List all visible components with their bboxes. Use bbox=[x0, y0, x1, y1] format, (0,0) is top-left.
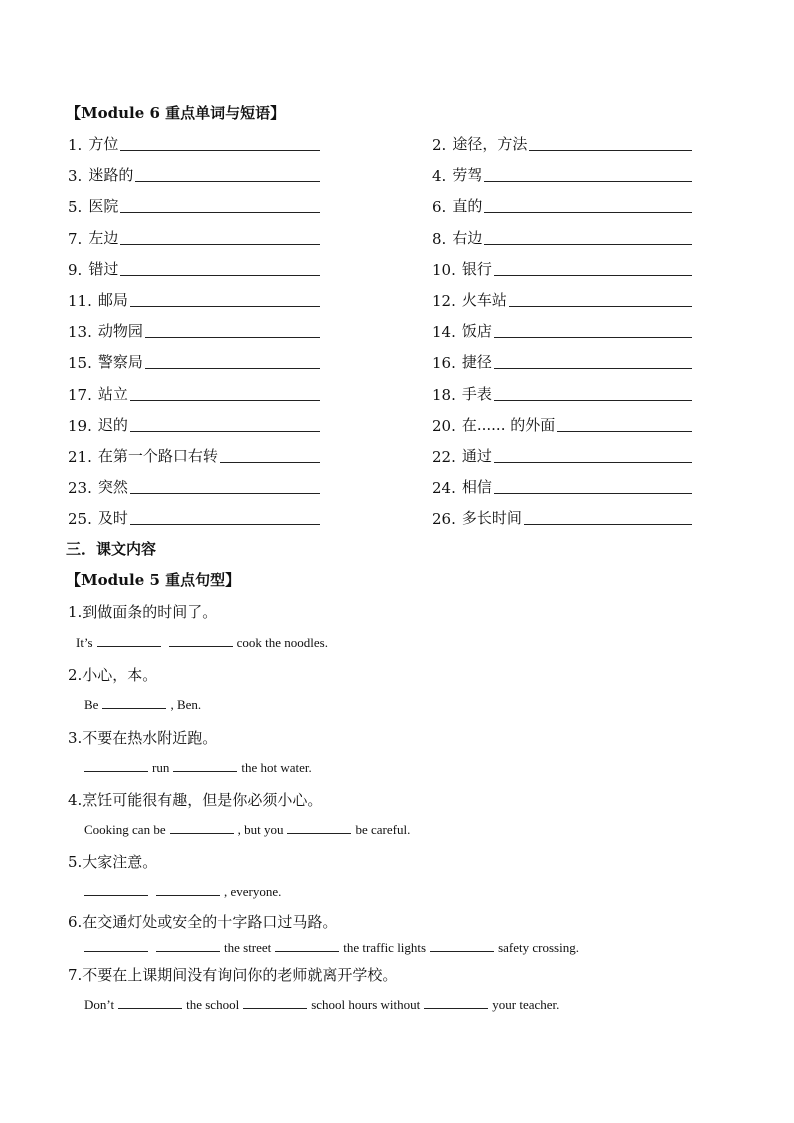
vocab-row bbox=[0, 226, 794, 248]
text-segment: your teacher. bbox=[492, 997, 560, 1012]
answer-blank[interactable] bbox=[120, 243, 320, 245]
vocab-item bbox=[68, 132, 320, 154]
answer-blank[interactable] bbox=[494, 274, 692, 276]
text-segment: safety crossing. bbox=[498, 940, 579, 955]
vocab-row bbox=[0, 194, 794, 216]
answer-blank[interactable] bbox=[120, 149, 320, 151]
vocab-term: 迷路的 bbox=[88, 166, 134, 184]
vocab-number: 8. bbox=[432, 230, 447, 248]
text-segment: , but you bbox=[237, 822, 284, 837]
module5-heading: 【Module 5 重点句型】 bbox=[66, 571, 241, 589]
vocab-row bbox=[0, 413, 794, 435]
vocab-number: 5. bbox=[68, 198, 83, 216]
sentence-cn: 6.在交通灯处或安全的十字路口过马路。 bbox=[68, 913, 338, 931]
text-segment: the school bbox=[186, 997, 240, 1012]
answer-blank[interactable] bbox=[118, 996, 182, 1009]
vocab-row bbox=[0, 257, 794, 279]
answer-blank[interactable] bbox=[97, 634, 161, 647]
vocab-item bbox=[432, 506, 692, 528]
vocab-number: 20. bbox=[432, 417, 456, 435]
text-segment: the street bbox=[224, 940, 272, 955]
vocab-term: 捷径 bbox=[461, 353, 492, 371]
vocab-number: 1. bbox=[68, 136, 83, 154]
answer-blank[interactable] bbox=[156, 883, 220, 896]
vocab-number: 24. bbox=[432, 479, 456, 497]
vocab-term: 警察局 bbox=[97, 353, 143, 371]
sentence-cn: 7.不要在上课期间没有询问你的老师就离开学校。 bbox=[68, 966, 398, 984]
answer-blank[interactable] bbox=[84, 883, 148, 896]
answer-blank[interactable] bbox=[484, 243, 692, 245]
vocab-term: 多长时间 bbox=[461, 509, 522, 527]
vocab-item bbox=[432, 413, 692, 435]
vocab-term: 错过 bbox=[88, 260, 119, 278]
vocab-number: 9. bbox=[68, 261, 83, 279]
answer-blank[interactable] bbox=[494, 367, 692, 369]
text-segment: the hot water. bbox=[241, 760, 312, 775]
vocab-item bbox=[432, 163, 692, 185]
vocab-row bbox=[0, 444, 794, 466]
answer-blank[interactable] bbox=[130, 523, 320, 525]
answer-blank[interactable] bbox=[484, 180, 692, 182]
sentence-cn: 1.到做面条的时间了。 bbox=[68, 603, 218, 621]
answer-blank[interactable] bbox=[275, 939, 339, 952]
answer-blank[interactable] bbox=[494, 461, 692, 463]
text-segment: It’s bbox=[76, 635, 93, 650]
vocab-term: 方位 bbox=[88, 135, 119, 153]
vocab-row bbox=[0, 132, 794, 154]
answer-blank[interactable] bbox=[135, 180, 320, 182]
vocab-term: 饭店 bbox=[461, 322, 492, 340]
vocab-item bbox=[432, 444, 692, 466]
answer-blank[interactable] bbox=[494, 399, 692, 401]
vocab-item bbox=[432, 257, 692, 279]
sentence-en bbox=[84, 821, 410, 838]
text-segment: be careful. bbox=[355, 822, 411, 837]
vocab-term: 站立 bbox=[97, 385, 128, 403]
sentence-en bbox=[84, 759, 312, 776]
sentence-cn: 5.大家注意。 bbox=[68, 853, 158, 871]
vocab-number: 19. bbox=[68, 417, 92, 435]
vocab-row bbox=[0, 350, 794, 372]
answer-blank[interactable] bbox=[494, 492, 692, 494]
vocab-item bbox=[68, 350, 320, 372]
sentence-cn: 3.不要在热水附近跑。 bbox=[68, 729, 218, 747]
vocab-term: 及时 bbox=[97, 509, 128, 527]
sentence-en bbox=[84, 883, 281, 900]
text-segment: Don’t bbox=[84, 997, 115, 1012]
vocab-item bbox=[68, 444, 320, 466]
vocab-item bbox=[68, 475, 320, 497]
vocab-term: 迟的 bbox=[97, 416, 128, 434]
answer-blank[interactable] bbox=[120, 211, 320, 213]
vocab-term: 相信 bbox=[461, 478, 492, 496]
vocab-item bbox=[432, 475, 692, 497]
text-segment: cook the noodles. bbox=[236, 635, 328, 650]
vocab-item bbox=[68, 194, 320, 216]
answer-blank[interactable] bbox=[84, 759, 148, 772]
vocab-number: 3. bbox=[68, 167, 83, 185]
vocab-number: 13. bbox=[68, 323, 92, 341]
answer-blank[interactable] bbox=[169, 634, 233, 647]
vocab-number: 15. bbox=[68, 354, 92, 372]
vocab-number: 21. bbox=[68, 448, 92, 466]
vocab-item bbox=[432, 350, 692, 372]
sentence-en bbox=[84, 939, 579, 956]
vocab-number: 11. bbox=[68, 292, 92, 310]
vocab-item bbox=[68, 382, 320, 404]
vocab-term: 动物园 bbox=[97, 322, 143, 340]
vocab-item bbox=[68, 506, 320, 528]
sentence-en bbox=[84, 696, 201, 713]
vocab-number: 2. bbox=[432, 136, 447, 154]
vocab-term: 直的 bbox=[452, 197, 483, 215]
answer-blank[interactable] bbox=[130, 430, 320, 432]
text-segment: the traffic lights bbox=[343, 940, 427, 955]
answer-blank[interactable] bbox=[509, 305, 692, 307]
vocab-item bbox=[68, 319, 320, 341]
vocab-number: 18. bbox=[432, 386, 456, 404]
vocab-term: 左边 bbox=[88, 229, 119, 247]
text-segment: school hours without bbox=[311, 997, 421, 1012]
vocab-item bbox=[68, 226, 320, 248]
vocab-term: 手表 bbox=[461, 385, 492, 403]
vocab-term: 在...... 的外面 bbox=[461, 416, 556, 434]
vocab-number: 14. bbox=[432, 323, 456, 341]
vocab-term: 劳驾 bbox=[452, 166, 483, 184]
answer-blank[interactable] bbox=[287, 821, 351, 834]
vocab-row bbox=[0, 288, 794, 310]
vocab-number: 17. bbox=[68, 386, 92, 404]
answer-blank[interactable] bbox=[130, 492, 320, 494]
vocab-item bbox=[68, 163, 320, 185]
vocab-item bbox=[68, 413, 320, 435]
answer-blank[interactable] bbox=[220, 461, 320, 463]
vocab-term: 邮局 bbox=[97, 291, 128, 309]
vocab-item bbox=[432, 288, 692, 310]
sentence-en bbox=[84, 996, 559, 1013]
vocab-number: 4. bbox=[432, 167, 447, 185]
answer-blank[interactable] bbox=[529, 149, 692, 151]
vocab-row bbox=[0, 475, 794, 497]
vocab-row bbox=[0, 319, 794, 341]
vocab-item bbox=[432, 319, 692, 341]
vocab-number: 6. bbox=[432, 198, 447, 216]
vocab-item bbox=[432, 226, 692, 248]
vocab-term: 在第一个路口右转 bbox=[97, 447, 218, 465]
answer-blank[interactable] bbox=[243, 996, 307, 1009]
answer-blank[interactable] bbox=[145, 336, 320, 338]
vocab-number: 23. bbox=[68, 479, 92, 497]
text-segment: , everyone. bbox=[224, 884, 282, 899]
answer-blank[interactable] bbox=[145, 367, 320, 369]
answer-blank[interactable] bbox=[173, 759, 237, 772]
vocab-number: 7. bbox=[68, 230, 83, 248]
vocab-number: 10. bbox=[432, 261, 456, 279]
module6-heading: 【Module 6 重点单词与短语】 bbox=[66, 104, 286, 122]
answer-blank[interactable] bbox=[430, 939, 494, 952]
sentence-en bbox=[76, 634, 328, 651]
vocab-term: 医院 bbox=[88, 197, 119, 215]
text-segment: , Ben. bbox=[170, 697, 202, 712]
answer-blank[interactable] bbox=[170, 821, 234, 834]
vocab-item bbox=[432, 382, 692, 404]
section-title: 三．课文内容 bbox=[66, 540, 157, 558]
answer-blank[interactable] bbox=[524, 523, 692, 525]
answer-blank[interactable] bbox=[130, 305, 320, 307]
vocab-term: 右边 bbox=[452, 229, 483, 247]
text-segment: run bbox=[152, 760, 170, 775]
vocab-row bbox=[0, 506, 794, 528]
sentence-cn: 2.小心，本。 bbox=[68, 666, 158, 684]
vocab-item bbox=[432, 194, 692, 216]
answer-blank[interactable] bbox=[130, 399, 320, 401]
vocab-number: 22. bbox=[432, 448, 456, 466]
answer-blank[interactable] bbox=[156, 939, 220, 952]
sentence-cn: 4.烹饪可能很有趣，但是你必须小心。 bbox=[68, 791, 323, 809]
vocab-item bbox=[68, 288, 320, 310]
vocab-term: 火车站 bbox=[461, 291, 507, 309]
vocab-number: 25. bbox=[68, 510, 92, 528]
text-segment: Be bbox=[84, 697, 99, 712]
answer-blank[interactable] bbox=[484, 211, 692, 213]
answer-blank[interactable] bbox=[120, 274, 320, 276]
vocab-number: 16. bbox=[432, 354, 456, 372]
answer-blank[interactable] bbox=[102, 696, 166, 709]
vocab-item bbox=[432, 132, 692, 154]
text-segment: Cooking can be bbox=[84, 822, 166, 837]
vocab-number: 12. bbox=[432, 292, 456, 310]
vocab-row bbox=[0, 382, 794, 404]
answer-blank[interactable] bbox=[557, 430, 692, 432]
vocab-term: 通过 bbox=[461, 447, 492, 465]
vocab-term: 突然 bbox=[97, 478, 128, 496]
vocab-number: 26. bbox=[432, 510, 456, 528]
vocab-term: 途径，方法 bbox=[452, 135, 528, 153]
answer-blank[interactable] bbox=[424, 996, 488, 1009]
answer-blank[interactable] bbox=[84, 939, 148, 952]
vocab-item bbox=[68, 257, 320, 279]
vocab-term: 银行 bbox=[461, 260, 492, 278]
answer-blank[interactable] bbox=[494, 336, 692, 338]
vocab-row bbox=[0, 163, 794, 185]
